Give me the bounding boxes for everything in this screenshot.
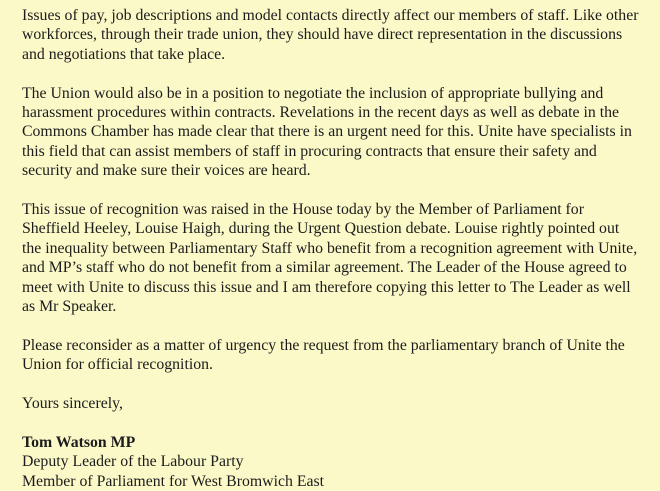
letter-paragraph-request: Please reconsider as a matter of urgency the request from the parliamentary branch of Unite the Union for official recognition. [22,336,625,374]
letter-paragraph-pay: Issues of pay, job descriptions and model contacts directly affect our members of staff. Like other workforces, through their trade union, they should have direct representation in the discussions and negotiations that take place. [22,7,639,63]
letter-paragraph-recognition: This issue of recognition was raised in the House today by the Member of Parliament for Sheffield Heeley, Louise Haigh, during the Urgent Question debate. Louise rightly pointed out the inequality between Parliamentary Staff who benefit from a recognition agreement with Unite, and MP’s staff who do not benefit from a similar agreement. The Leader of the House agreed to meet with Unite to discuss this issue and I am therefore copying this letter to The Leader as well as Mr Speaker. [22,201,638,316]
signature-name: Tom Watson MP [22,433,136,451]
signature-title: Deputy Leader of the Labour Party [22,453,244,471]
letter-paragraph-bullying: The Union would also be in a position to negotiate the inclusion of appropriate bullying and harassment procedures within contracts. Revelations in the recent days as well as debate in the Commons Chamber has made clear that there is an urgent need for this. Unite have specialists in this field that can assist members of staff in procuring contracts that ensure their safety and security and make sure their voices are heard. [22,84,632,180]
letter-closing: Yours sincerely, [22,395,123,413]
signature-block [22,433,642,491]
signature-constituency: Member of Parliament for West Bromwich East [22,472,325,490]
